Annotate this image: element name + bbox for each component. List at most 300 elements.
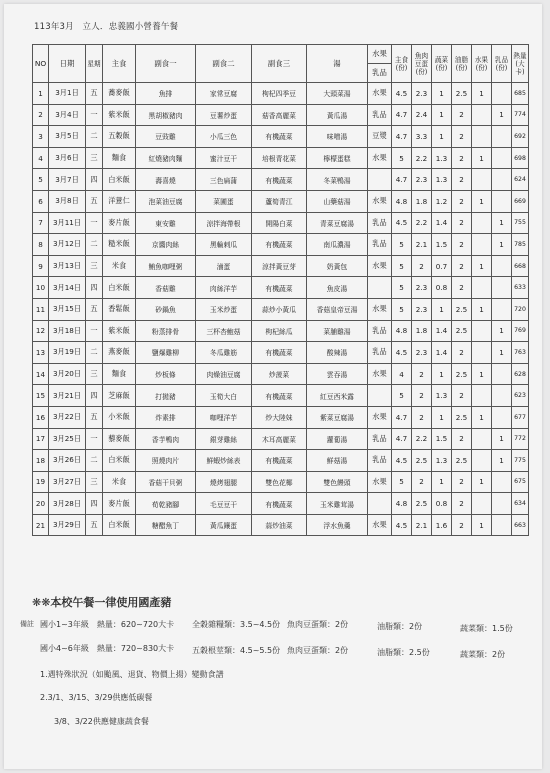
row-no: 13 [33, 342, 49, 364]
row-soup: 黃瓜湯 [307, 104, 368, 126]
row-weekday: 二 [86, 342, 103, 364]
row-weekday: 五 [86, 514, 103, 536]
row-calories: 720 [512, 298, 529, 320]
row-grain: 4.5 [392, 212, 412, 234]
row-protein: 2.1 [412, 234, 432, 256]
row-oil: 2 [452, 212, 472, 234]
col-dairy: 乳品 [368, 63, 391, 82]
row-main: 洋薏仁 [103, 190, 136, 212]
row-date: 3月20日 [49, 363, 86, 385]
row-veg: 1 [432, 104, 452, 126]
row-no: 20 [33, 493, 49, 515]
row-side2: 三色扁蒲 [196, 169, 252, 191]
row-side3: 炒大陸妹 [252, 406, 307, 428]
table-row [33, 212, 529, 234]
row-date: 3月5日 [49, 126, 86, 148]
row-side3: 有機蔬菜 [252, 385, 307, 407]
row-main: 芝麻飯 [103, 385, 136, 407]
row-veg: 1.6 [432, 514, 452, 536]
col-side3: 副食三 [252, 45, 307, 83]
row-side3: 培根青花菜 [252, 147, 307, 169]
row-oil: 2.5 [452, 298, 472, 320]
row-protein: 2 [412, 363, 432, 385]
row-date: 3月7日 [49, 169, 86, 191]
row-date: 3月29日 [49, 514, 86, 536]
row-weekday: 一 [86, 428, 103, 450]
row-calories: 775 [512, 450, 529, 472]
col-fruit: 水果 [372, 49, 387, 58]
row-fruit [368, 493, 392, 515]
row-oil: 2 [452, 169, 472, 191]
row-fruit: 水果 [368, 363, 392, 385]
col-weekday: 星期 [86, 45, 103, 83]
row-date: 3月6日 [49, 147, 86, 169]
row-calories: 677 [512, 406, 529, 428]
row-side3: 蒜炒小黃瓜 [252, 298, 307, 320]
row-fruit: 乳品 [368, 104, 392, 126]
row-grain: 4.7 [392, 428, 412, 450]
row-side2: 三杯杏鮑菇 [196, 320, 252, 342]
row-side2: 毛豆豆干 [196, 493, 252, 515]
row-soup: 魚皮湯 [307, 277, 368, 299]
row-date: 3月22日 [49, 406, 86, 428]
row-milk-serving: 1 [492, 342, 512, 364]
document-header: 113年3月 立人．忠義國小營養午餐 [34, 22, 179, 32]
table-row [33, 190, 529, 212]
row-veg: 1.5 [432, 428, 452, 450]
row-milk-serving [492, 147, 512, 169]
row-fruit: 水果 [368, 471, 392, 493]
row-protein: 2.3 [412, 83, 432, 105]
note-3: 3/8、3/22供應健康蔬食餐 [54, 717, 149, 726]
row-milk-serving: 1 [492, 320, 512, 342]
row-fruit-serving: 1 [472, 514, 492, 536]
row-milk-serving [492, 298, 512, 320]
row-side1: 炒板條 [136, 363, 196, 385]
row-veg: 1 [432, 363, 452, 385]
row-milk-serving: 1 [492, 104, 512, 126]
row-no: 14 [33, 363, 49, 385]
row-milk-serving [492, 493, 512, 515]
row-protein: 2.3 [412, 169, 432, 191]
row-veg: 1.5 [432, 234, 452, 256]
row-no: 19 [33, 471, 49, 493]
row-calories: 675 [512, 471, 529, 493]
row-oil: 2 [452, 277, 472, 299]
table-row [33, 493, 529, 515]
row-veg: 1 [432, 471, 452, 493]
col-side2: 副食二 [196, 45, 252, 83]
row-oil: 2.5 [452, 406, 472, 428]
row-side3: 開陽白菜 [252, 212, 307, 234]
row-fruit: 乳品 [368, 320, 392, 342]
row-side2: 蜜汁豆干 [196, 147, 252, 169]
row-veg: 1.3 [432, 147, 452, 169]
row-side1: 香菇干貝粥 [136, 471, 196, 493]
lower-grade: 國小1~3年級 熱量：620~720大卡 [40, 620, 175, 629]
row-grain: 4.5 [392, 450, 412, 472]
table-row [33, 277, 529, 299]
row-soup: 山藥菇湯 [307, 190, 368, 212]
table-row [33, 406, 529, 428]
row-oil: 2 [452, 234, 472, 256]
row-side1: 京醬肉絲 [136, 234, 196, 256]
col-soup: 湯 [307, 45, 368, 83]
row-date: 3月12日 [49, 234, 86, 256]
row-main: 白米飯 [103, 277, 136, 299]
lower-oil: 油脂類：2份 [377, 622, 423, 631]
row-grain: 5 [392, 147, 412, 169]
row-oil: 2 [452, 514, 472, 536]
row-side2: 家常豆腐 [196, 83, 252, 105]
row-protein: 2.2 [412, 428, 432, 450]
row-side2: 菜圃蛋 [196, 190, 252, 212]
row-soup: 酸辣湯 [307, 342, 368, 364]
row-milk-serving [492, 514, 512, 536]
row-side2: 玉筍大白 [196, 385, 252, 407]
row-side1: 壽喜燒 [136, 169, 196, 191]
row-side2: 咖哩洋芋 [196, 406, 252, 428]
row-oil: 2 [452, 126, 472, 148]
row-side3: 有機蔬菜 [252, 493, 307, 515]
upper-oil: 油脂類：2.5份 [377, 648, 430, 657]
row-main: 五穀飯 [103, 126, 136, 148]
row-side3: 枸杞四季豆 [252, 83, 307, 105]
row-grain: 4.7 [392, 126, 412, 148]
row-protein: 2.3 [412, 298, 432, 320]
row-oil: 2 [452, 342, 472, 364]
row-weekday: 四 [86, 493, 103, 515]
row-oil: 2 [452, 428, 472, 450]
row-fruit-serving [472, 493, 492, 515]
row-fruit [368, 385, 392, 407]
row-side3: 有機蔬菜 [252, 277, 307, 299]
col-side1: 副食一 [136, 45, 196, 83]
row-fruit-serving [472, 320, 492, 342]
notes-title: ❋❋本校午餐一律使用國產豬 [32, 596, 172, 609]
row-fruit: 水果 [368, 83, 392, 105]
row-veg: 0.7 [432, 255, 452, 277]
table-row [33, 104, 529, 126]
row-fruit-serving: 1 [472, 147, 492, 169]
row-fruit-serving [472, 234, 492, 256]
row-calories: 763 [512, 342, 529, 364]
row-main: 燕麥飯 [103, 342, 136, 364]
row-side1: 糖醋魚丁 [136, 514, 196, 536]
row-grain: 4.5 [392, 514, 412, 536]
row-oil: 2.5 [452, 363, 472, 385]
row-weekday: 三 [86, 255, 103, 277]
row-calories: 668 [512, 255, 529, 277]
row-fruit-serving [472, 450, 492, 472]
table-row [33, 169, 529, 191]
table-row [33, 126, 529, 148]
row-side2: 肉絲洋芋 [196, 277, 252, 299]
row-weekday: 五 [86, 298, 103, 320]
row-weekday: 二 [86, 126, 103, 148]
row-side1: 鹽爆雞柳 [136, 342, 196, 364]
lower-veg: 蔬菜類：1.5份 [460, 624, 513, 633]
row-soup: 南瓜濃湯 [307, 234, 368, 256]
row-no: 1 [33, 83, 49, 105]
row-side1: 泡菜油豆腐 [136, 190, 196, 212]
row-fruit: 乳品 [368, 212, 392, 234]
row-weekday: 三 [86, 363, 103, 385]
row-weekday: 四 [86, 385, 103, 407]
row-calories: 663 [512, 514, 529, 536]
row-calories: 774 [512, 104, 529, 126]
row-grain: 4 [392, 363, 412, 385]
row-date: 3月18日 [49, 320, 86, 342]
row-date: 3月8日 [49, 190, 86, 212]
row-main: 白米飯 [103, 450, 136, 472]
row-veg: 1.3 [432, 385, 452, 407]
row-side2: 鮮蝦炒絲表 [196, 450, 252, 472]
row-calories: 785 [512, 234, 529, 256]
row-no: 3 [33, 126, 49, 148]
row-calories: 628 [512, 363, 529, 385]
row-fruit-serving [472, 342, 492, 364]
row-grain: 5 [392, 298, 412, 320]
row-side3: 有機蔬菜 [252, 342, 307, 364]
row-protein: 2.2 [412, 147, 432, 169]
row-grain: 5 [392, 471, 412, 493]
row-veg: 1.4 [432, 320, 452, 342]
row-side1: 香芋鴨肉 [136, 428, 196, 450]
row-fruit-serving: 1 [472, 190, 492, 212]
row-side2: 肉燥油豆腐 [196, 363, 252, 385]
row-side1: 香菇雞 [136, 277, 196, 299]
remark-label: 備註 [20, 620, 34, 628]
row-date: 3月19日 [49, 342, 86, 364]
row-fruit-serving: 1 [472, 471, 492, 493]
row-protein: 2.5 [412, 493, 432, 515]
upper-veg: 蔬菜類：2份 [460, 650, 506, 659]
row-calories: 623 [512, 385, 529, 407]
row-side1: 魚排 [136, 83, 196, 105]
row-weekday: 二 [86, 450, 103, 472]
table-row [33, 450, 529, 472]
row-weekday: 五 [86, 190, 103, 212]
row-main: 蕎麥飯 [103, 83, 136, 105]
row-weekday: 三 [86, 147, 103, 169]
row-no: 7 [33, 212, 49, 234]
row-soup: 青菜豆腐湯 [307, 212, 368, 234]
row-oil: 2 [452, 190, 472, 212]
row-calories: 755 [512, 212, 529, 234]
row-grain: 4.5 [392, 342, 412, 364]
lower-grain: 全穀雜糧類：3.5~4.5份 [192, 620, 281, 629]
row-side3: 木耳高麗菜 [252, 428, 307, 450]
row-main: 米食 [103, 471, 136, 493]
row-main: 麥片飯 [103, 493, 136, 515]
row-fruit: 乳品 [368, 342, 392, 364]
row-protein: 2 [412, 406, 432, 428]
row-side3: 有機蔬菜 [252, 234, 307, 256]
col-fruit-serving: 水果(份) [472, 45, 492, 83]
row-fruit: 豆漿 [368, 126, 392, 148]
row-fruit: 乳品 [368, 234, 392, 256]
row-soup: 檸檬蛋糕 [307, 147, 368, 169]
row-soup: 大頭菜湯 [307, 83, 368, 105]
row-date: 3月21日 [49, 385, 86, 407]
row-protein: 1.8 [412, 320, 432, 342]
row-fruit: 水果 [368, 190, 392, 212]
row-side2: 冬瓜雞筋 [196, 342, 252, 364]
col-main: 主食 [103, 45, 136, 83]
col-veg: 蔬菜(份) [432, 45, 452, 83]
row-weekday: 三 [86, 471, 103, 493]
document-page [4, 4, 542, 769]
row-side3: 菇香高麗菜 [252, 104, 307, 126]
row-fruit: 乳品 [368, 450, 392, 472]
row-calories: 692 [512, 126, 529, 148]
row-no: 17 [33, 428, 49, 450]
col-grain: 主食(份) [392, 45, 412, 83]
upper-protein: 魚肉豆蛋類：2份 [287, 646, 349, 655]
row-no: 10 [33, 277, 49, 299]
table-row [33, 147, 529, 169]
row-calories: 624 [512, 169, 529, 191]
row-milk-serving [492, 126, 512, 148]
row-grain: 4.7 [392, 169, 412, 191]
row-no: 11 [33, 298, 49, 320]
row-oil: 2.5 [452, 450, 472, 472]
row-side3: 有機蔬菜 [252, 126, 307, 148]
col-protein: 魚肉豆蛋(份) [412, 45, 432, 83]
row-protein: 2 [412, 385, 432, 407]
row-side2: 豆薯炒蛋 [196, 104, 252, 126]
row-side1: 紅燒豬肉麵 [136, 147, 196, 169]
row-side1: 粉蒸排骨 [136, 320, 196, 342]
row-veg: 1.4 [432, 212, 452, 234]
row-oil: 2 [452, 104, 472, 126]
row-soup: 味噌湯 [307, 126, 368, 148]
row-fruit-serving [472, 385, 492, 407]
table-row [33, 83, 529, 105]
row-date: 3月4日 [49, 104, 86, 126]
row-date: 3月13日 [49, 255, 86, 277]
row-no: 2 [33, 104, 49, 126]
row-side3: 蘆筍青江 [252, 190, 307, 212]
upper-grade: 國小4~6年級 熱量：720~830大卡 [40, 644, 175, 653]
row-veg: 1 [432, 126, 452, 148]
row-fruit-serving [472, 428, 492, 450]
row-side2: 黃瓜鑲蛋 [196, 514, 252, 536]
row-milk-serving: 1 [492, 450, 512, 472]
row-oil: 2 [452, 147, 472, 169]
row-side2: 銀芽雞絲 [196, 428, 252, 450]
row-no: 16 [33, 406, 49, 428]
table-row [33, 514, 529, 536]
row-soup: 菜脯雞湯 [307, 320, 368, 342]
row-grain: 5 [392, 385, 412, 407]
row-main: 小米飯 [103, 406, 136, 428]
row-no: 8 [33, 234, 49, 256]
row-side3: 涼拌黃豆芽 [252, 255, 307, 277]
row-date: 3月28日 [49, 493, 86, 515]
row-date: 3月1日 [49, 83, 86, 105]
col-no: NO [33, 45, 49, 83]
row-fruit-serving: 1 [472, 363, 492, 385]
row-grain: 4.8 [392, 190, 412, 212]
row-calories: 698 [512, 147, 529, 169]
row-protein: 2.3 [412, 342, 432, 364]
row-weekday: 五 [86, 83, 103, 105]
row-fruit-serving [472, 169, 492, 191]
row-fruit: 水果 [368, 514, 392, 536]
row-soup: 紫菜豆腐湯 [307, 406, 368, 428]
row-side2: 涼拌海帶根 [196, 212, 252, 234]
row-protein: 2 [412, 255, 432, 277]
row-veg: 0.8 [432, 493, 452, 515]
table-row [33, 363, 529, 385]
row-milk-serving [492, 277, 512, 299]
row-protein: 2.5 [412, 450, 432, 472]
row-weekday: 一 [86, 104, 103, 126]
row-oil: 2.5 [452, 320, 472, 342]
row-date: 3月15日 [49, 298, 86, 320]
row-fruit: 水果 [368, 255, 392, 277]
row-main: 藜麥飯 [103, 428, 136, 450]
row-no: 15 [33, 385, 49, 407]
row-fruit-serving: 1 [472, 83, 492, 105]
row-soup: 雲吞湯 [307, 363, 368, 385]
row-calories: 669 [512, 190, 529, 212]
row-soup: 浮水魚羹 [307, 514, 368, 536]
row-side1: 照燒肉片 [136, 450, 196, 472]
col-date: 日期 [49, 45, 86, 83]
row-date: 3月14日 [49, 277, 86, 299]
table-row [33, 255, 529, 277]
row-veg: 1.3 [432, 450, 452, 472]
row-veg: 1 [432, 83, 452, 105]
row-main: 紫米飯 [103, 320, 136, 342]
row-soup: 冬菜鴨湯 [307, 169, 368, 191]
row-side3: 炒菠菜 [252, 363, 307, 385]
row-milk-serving [492, 363, 512, 385]
row-soup: 玉米雞茸湯 [307, 493, 368, 515]
row-fruit-serving: 1 [472, 406, 492, 428]
row-calories: 685 [512, 83, 529, 105]
col-milk-serving: 乳品(份) [492, 45, 512, 83]
row-calories: 633 [512, 277, 529, 299]
lower-protein: 魚肉豆蛋類：2份 [287, 620, 349, 629]
row-weekday: 一 [86, 212, 103, 234]
row-soup: 蘿蔔湯 [307, 428, 368, 450]
row-protein: 2.2 [412, 212, 432, 234]
row-grain: 4.7 [392, 406, 412, 428]
row-grain: 5 [392, 277, 412, 299]
row-side3: 蒜炒油菜 [252, 514, 307, 536]
row-fruit-serving [472, 212, 492, 234]
row-soup: 奶黃包 [307, 255, 368, 277]
row-no: 5 [33, 169, 49, 191]
row-veg: 1.2 [432, 190, 452, 212]
row-soup: 雙色饅頭 [307, 471, 368, 493]
row-side1: 打拋豬 [136, 385, 196, 407]
row-milk-serving [492, 190, 512, 212]
table-row [33, 428, 529, 450]
row-date: 3月25日 [49, 428, 86, 450]
row-main: 白米飯 [103, 514, 136, 536]
row-main: 米食 [103, 255, 136, 277]
row-no: 4 [33, 147, 49, 169]
row-protein: 3.3 [412, 126, 432, 148]
row-side3: 枸杞絲瓜 [252, 320, 307, 342]
row-date: 3月27日 [49, 471, 86, 493]
row-fruit-serving: 1 [472, 255, 492, 277]
